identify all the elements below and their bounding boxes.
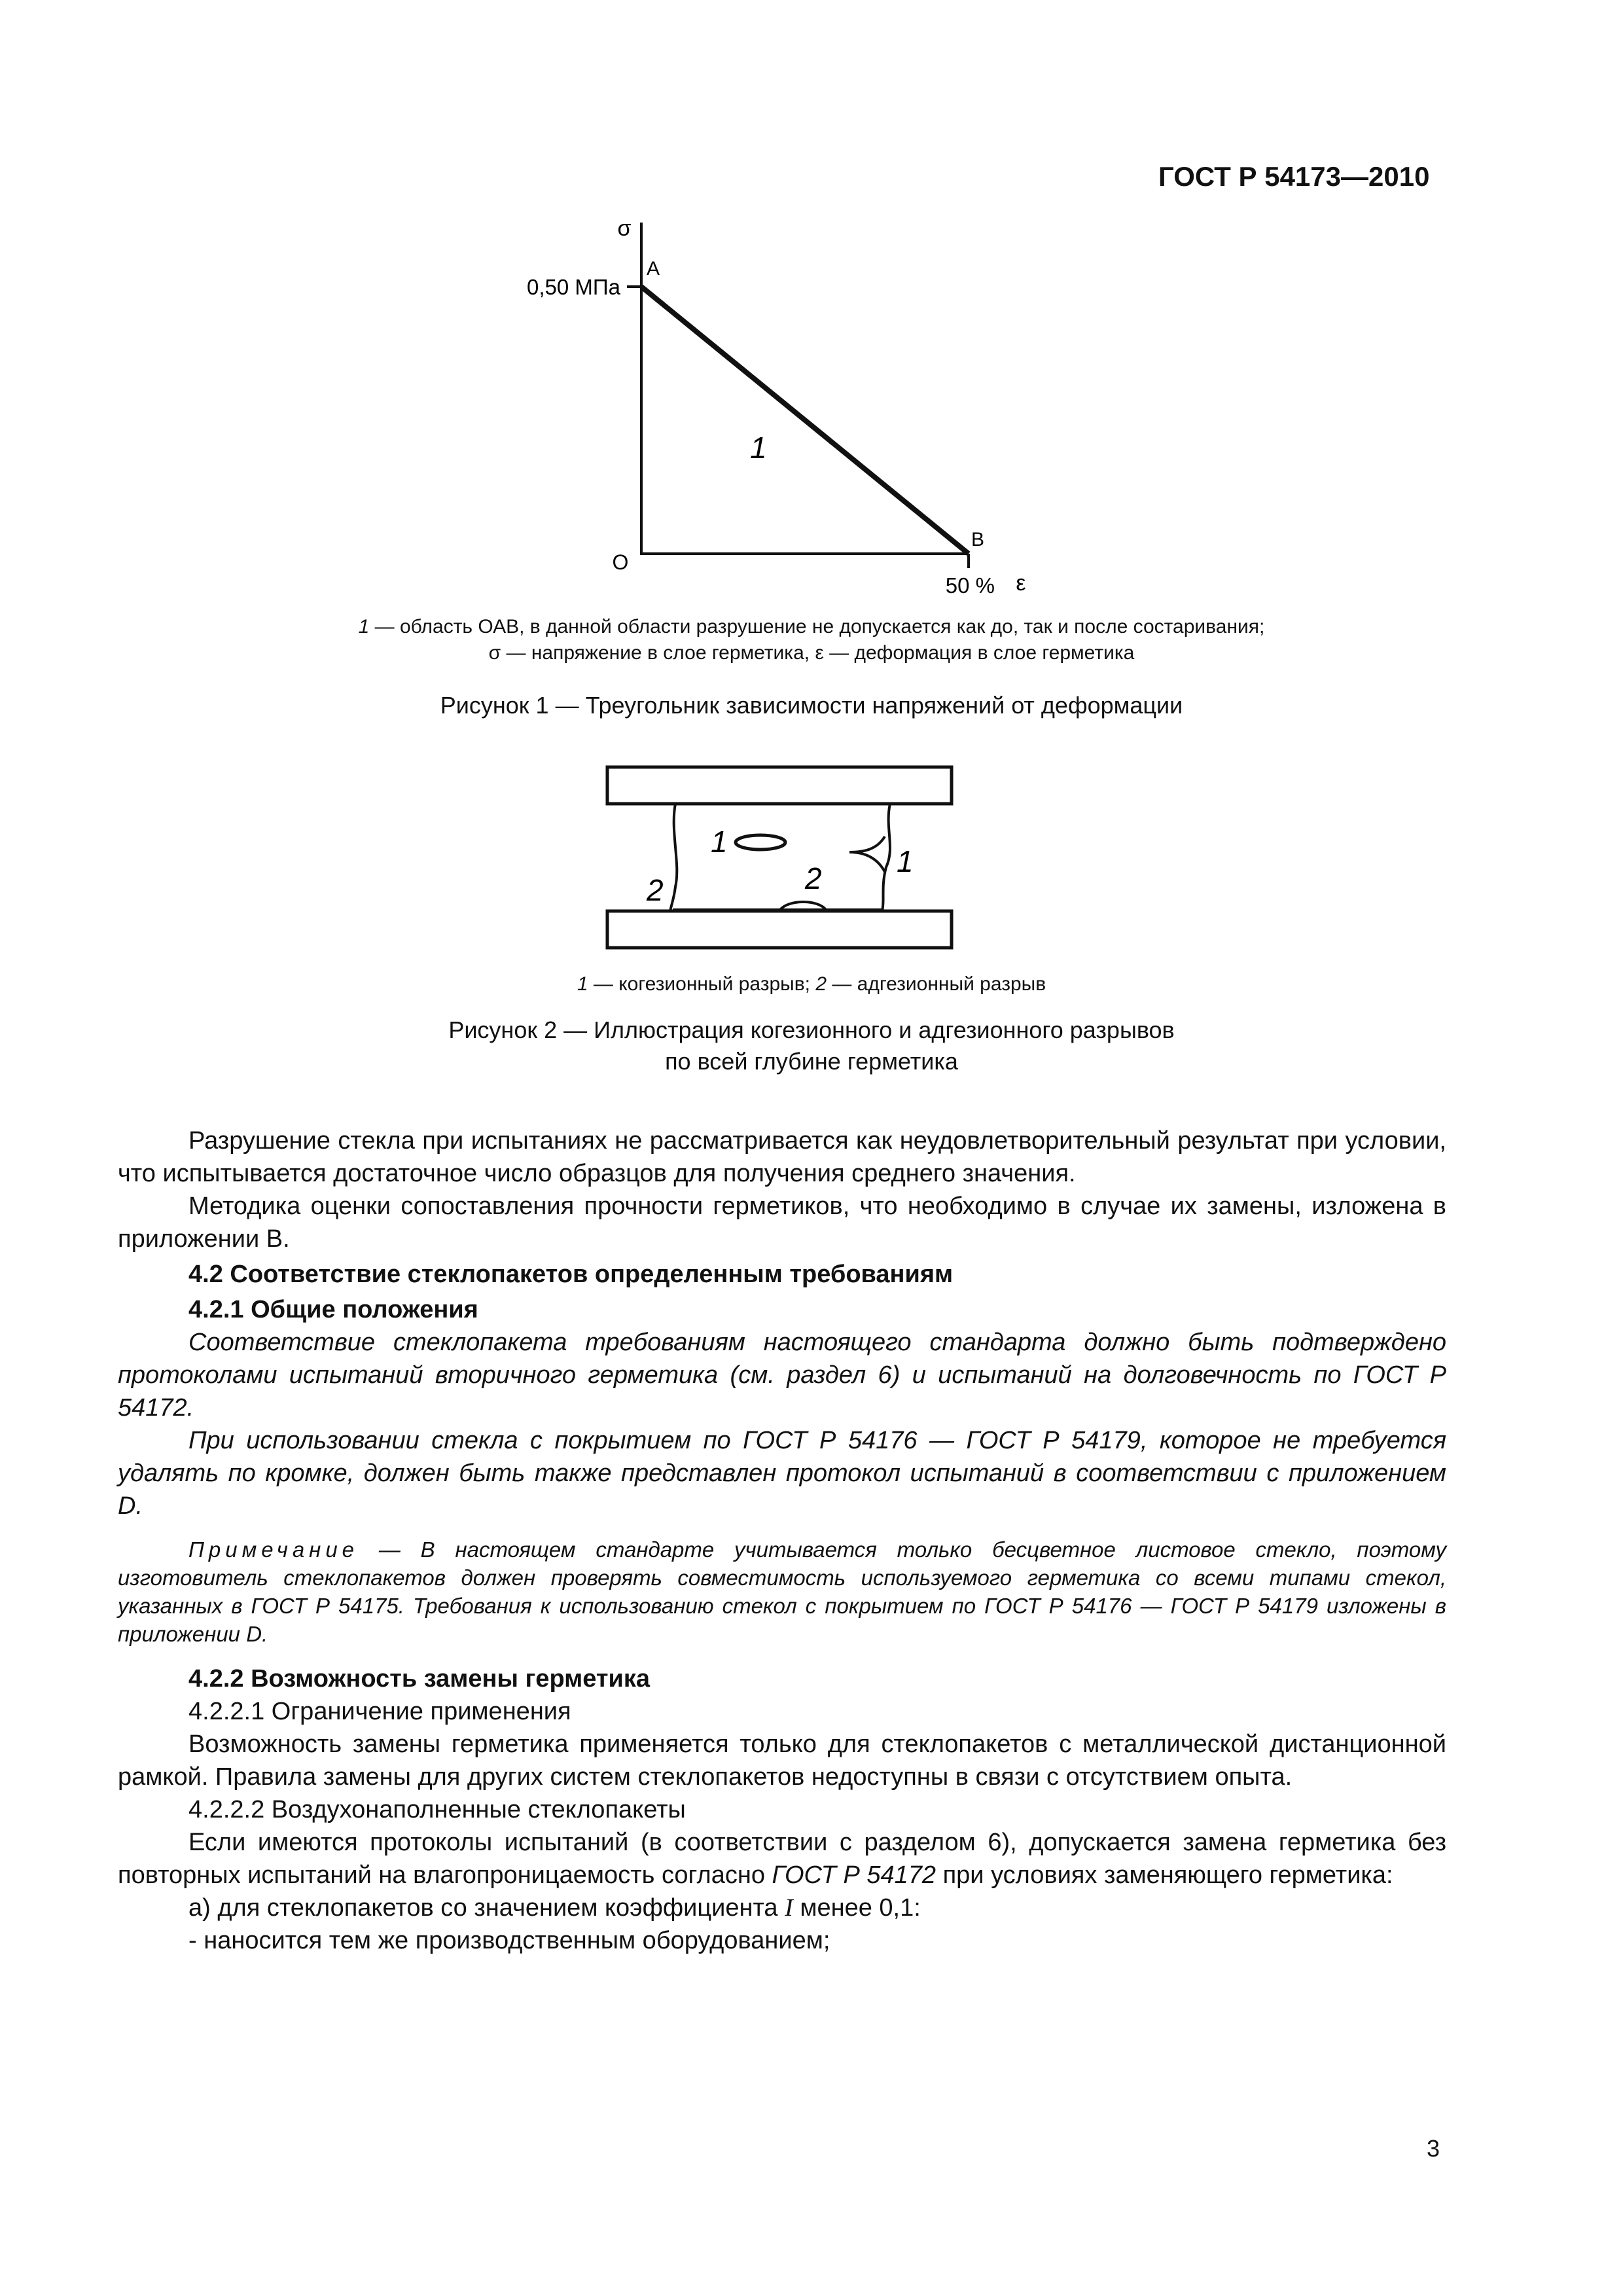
top-glass-plate <box>607 767 952 804</box>
body-text <box>118 1124 1446 1957</box>
heading-4-2: 4.2 Соответствие стеклопакетов определенным требованиям <box>188 1261 954 1288</box>
paragraph-3: Соответствие стеклопакета требованиям настоящего стандарта должно быть подтверждено протоколами испытаний вторичного герметика (см. раздел 6) и испытаний на долговечность по ГОСТ Р 54172. <box>118 1329 1446 1422</box>
coefficient-symbol: I <box>785 1894 793 1922</box>
subheading-4-2-2-1: 4.2.2.1 Ограничение применения <box>188 1698 571 1725</box>
legend-number-2: 2 <box>815 973 827 995</box>
heading-4-2-2: 4.2.2 Возможность замены герметика <box>188 1665 651 1693</box>
paragraph-1: Разрушение стекла при испытаниях не рассматривается как неудовлетворительный результат при условии, что испытывается достаточное число образцов для получения среднего значения. <box>118 1127 1446 1187</box>
figure-2-caption-line-1: Рисунок 2 — Иллюстрация когезионного и адгезионного разрывов <box>448 1016 1175 1043</box>
figure-1-legend <box>216 614 1407 666</box>
label-cohesive-1b: 1 <box>897 844 914 878</box>
label-adhesive-2b: 2 <box>805 861 822 895</box>
legend-text-1: — когезионный разрыв; <box>588 973 816 995</box>
paragraph-6 <box>118 1826 1446 1892</box>
figure-2-caption-line-2: по всей глубине герметика <box>665 1048 958 1075</box>
figure-2-caption <box>216 1014 1407 1077</box>
figure-2-legend <box>216 971 1407 997</box>
paragraph-6-part-2: при условиях заменяющего герметика: <box>936 1861 1393 1889</box>
figure-1-caption: Рисунок 1 — Треугольник зависимости напряжений от деформации <box>440 692 1183 719</box>
figure-1-triangle-diagram <box>527 209 1060 615</box>
note <box>118 1535 1446 1648</box>
point-b-label: В <box>971 529 985 550</box>
origin-label: О <box>612 550 629 574</box>
document-code: ГОСТ Р 54173—2010 <box>1158 161 1430 192</box>
legend-text-2: — адгезионный разрыв <box>827 973 1046 995</box>
x-tick-label: 50 % <box>945 573 995 598</box>
figure-2-failure-diagram <box>589 753 1034 962</box>
sealant-right-edge <box>882 804 890 911</box>
legend-number-1: 1 <box>577 973 588 995</box>
label-cohesive-1a: 1 <box>711 825 728 859</box>
point-a-label: А <box>647 258 660 279</box>
legend-line-1: — область ОАВ, в данной области разрушение не допускается как до, так и после состаривания; <box>369 616 1265 637</box>
list-item-a <box>118 1892 1446 1924</box>
cohesive-void <box>736 835 785 850</box>
heading-4-2-1: 4.2.1 Общие положения <box>188 1296 478 1323</box>
list-item-a-text: а) для стеклопакетов со значением коэффициента <box>188 1894 785 1922</box>
page-number: 3 <box>1427 2135 1440 2162</box>
note-text: — В настоящем стандарте учитывается только бесцветное листовое стекло, поэтому изготовитель стеклопакетов должен проверять совместимость используемого герметика со всеми типами стекол, указанных в ГОСТ Р 54175. Требования к использованию стекол с покрытием по ГОСТ Р 54176 — ГОСТ Р 54179 изложены в приложении D. <box>118 1537 1446 1646</box>
paragraph-6-part-1: Если имеются протоколы испытаний (в соответствии с разделом 6), допускается замена герметика без повторных испытаний на влагопроницаемость согласно <box>118 1829 1446 1889</box>
list-item-dash: - наносится тем же производственным оборудованием; <box>188 1927 830 1954</box>
subheading-4-2-2-2: 4.2.2.2 Воздухонаполненные стеклопакеты <box>188 1796 686 1823</box>
x-axis-label: ε <box>1016 571 1026 596</box>
note-label: Примечание <box>188 1537 359 1562</box>
sealant-left-edge <box>670 804 677 911</box>
y-axis-label: σ <box>617 216 632 241</box>
legend-line-2: σ — напряжение в слое герметика, ε — деформация в слое герметика <box>488 642 1135 664</box>
list-item-a-tail: менее 0,1: <box>793 1894 921 1922</box>
y-tick-label: 0,50 МПа <box>527 275 620 299</box>
label-adhesive-2a: 2 <box>647 873 664 907</box>
paragraph-5: Возможность замены герметика применяется только для стеклопакетов с металлической дистанционной рамкой. Правила замены для других систем стеклопакетов недоступны в связи с отсутствием опыта. <box>118 1731 1446 1791</box>
paragraph-2: Методика оценки сопоставления прочности герметиков, что необходимо в случае их замены, изложена в приложении В. <box>118 1193 1446 1253</box>
legend-number: 1 <box>358 616 370 637</box>
triangle-hypotenuse <box>641 287 969 554</box>
bottom-glass-plate <box>607 911 952 948</box>
paragraph-4: При использовании стекла с покрытием по ГОСТ Р 54176 — ГОСТ Р 54179, которое не требуется удалять по кромке, должен быть также представлен протокол испытаний в соответствии с приложением D. <box>118 1427 1446 1520</box>
region-label: 1 <box>750 431 767 465</box>
gost-reference: ГОСТ Р 54172 <box>772 1861 936 1889</box>
cohesive-crack-brace <box>849 836 885 872</box>
